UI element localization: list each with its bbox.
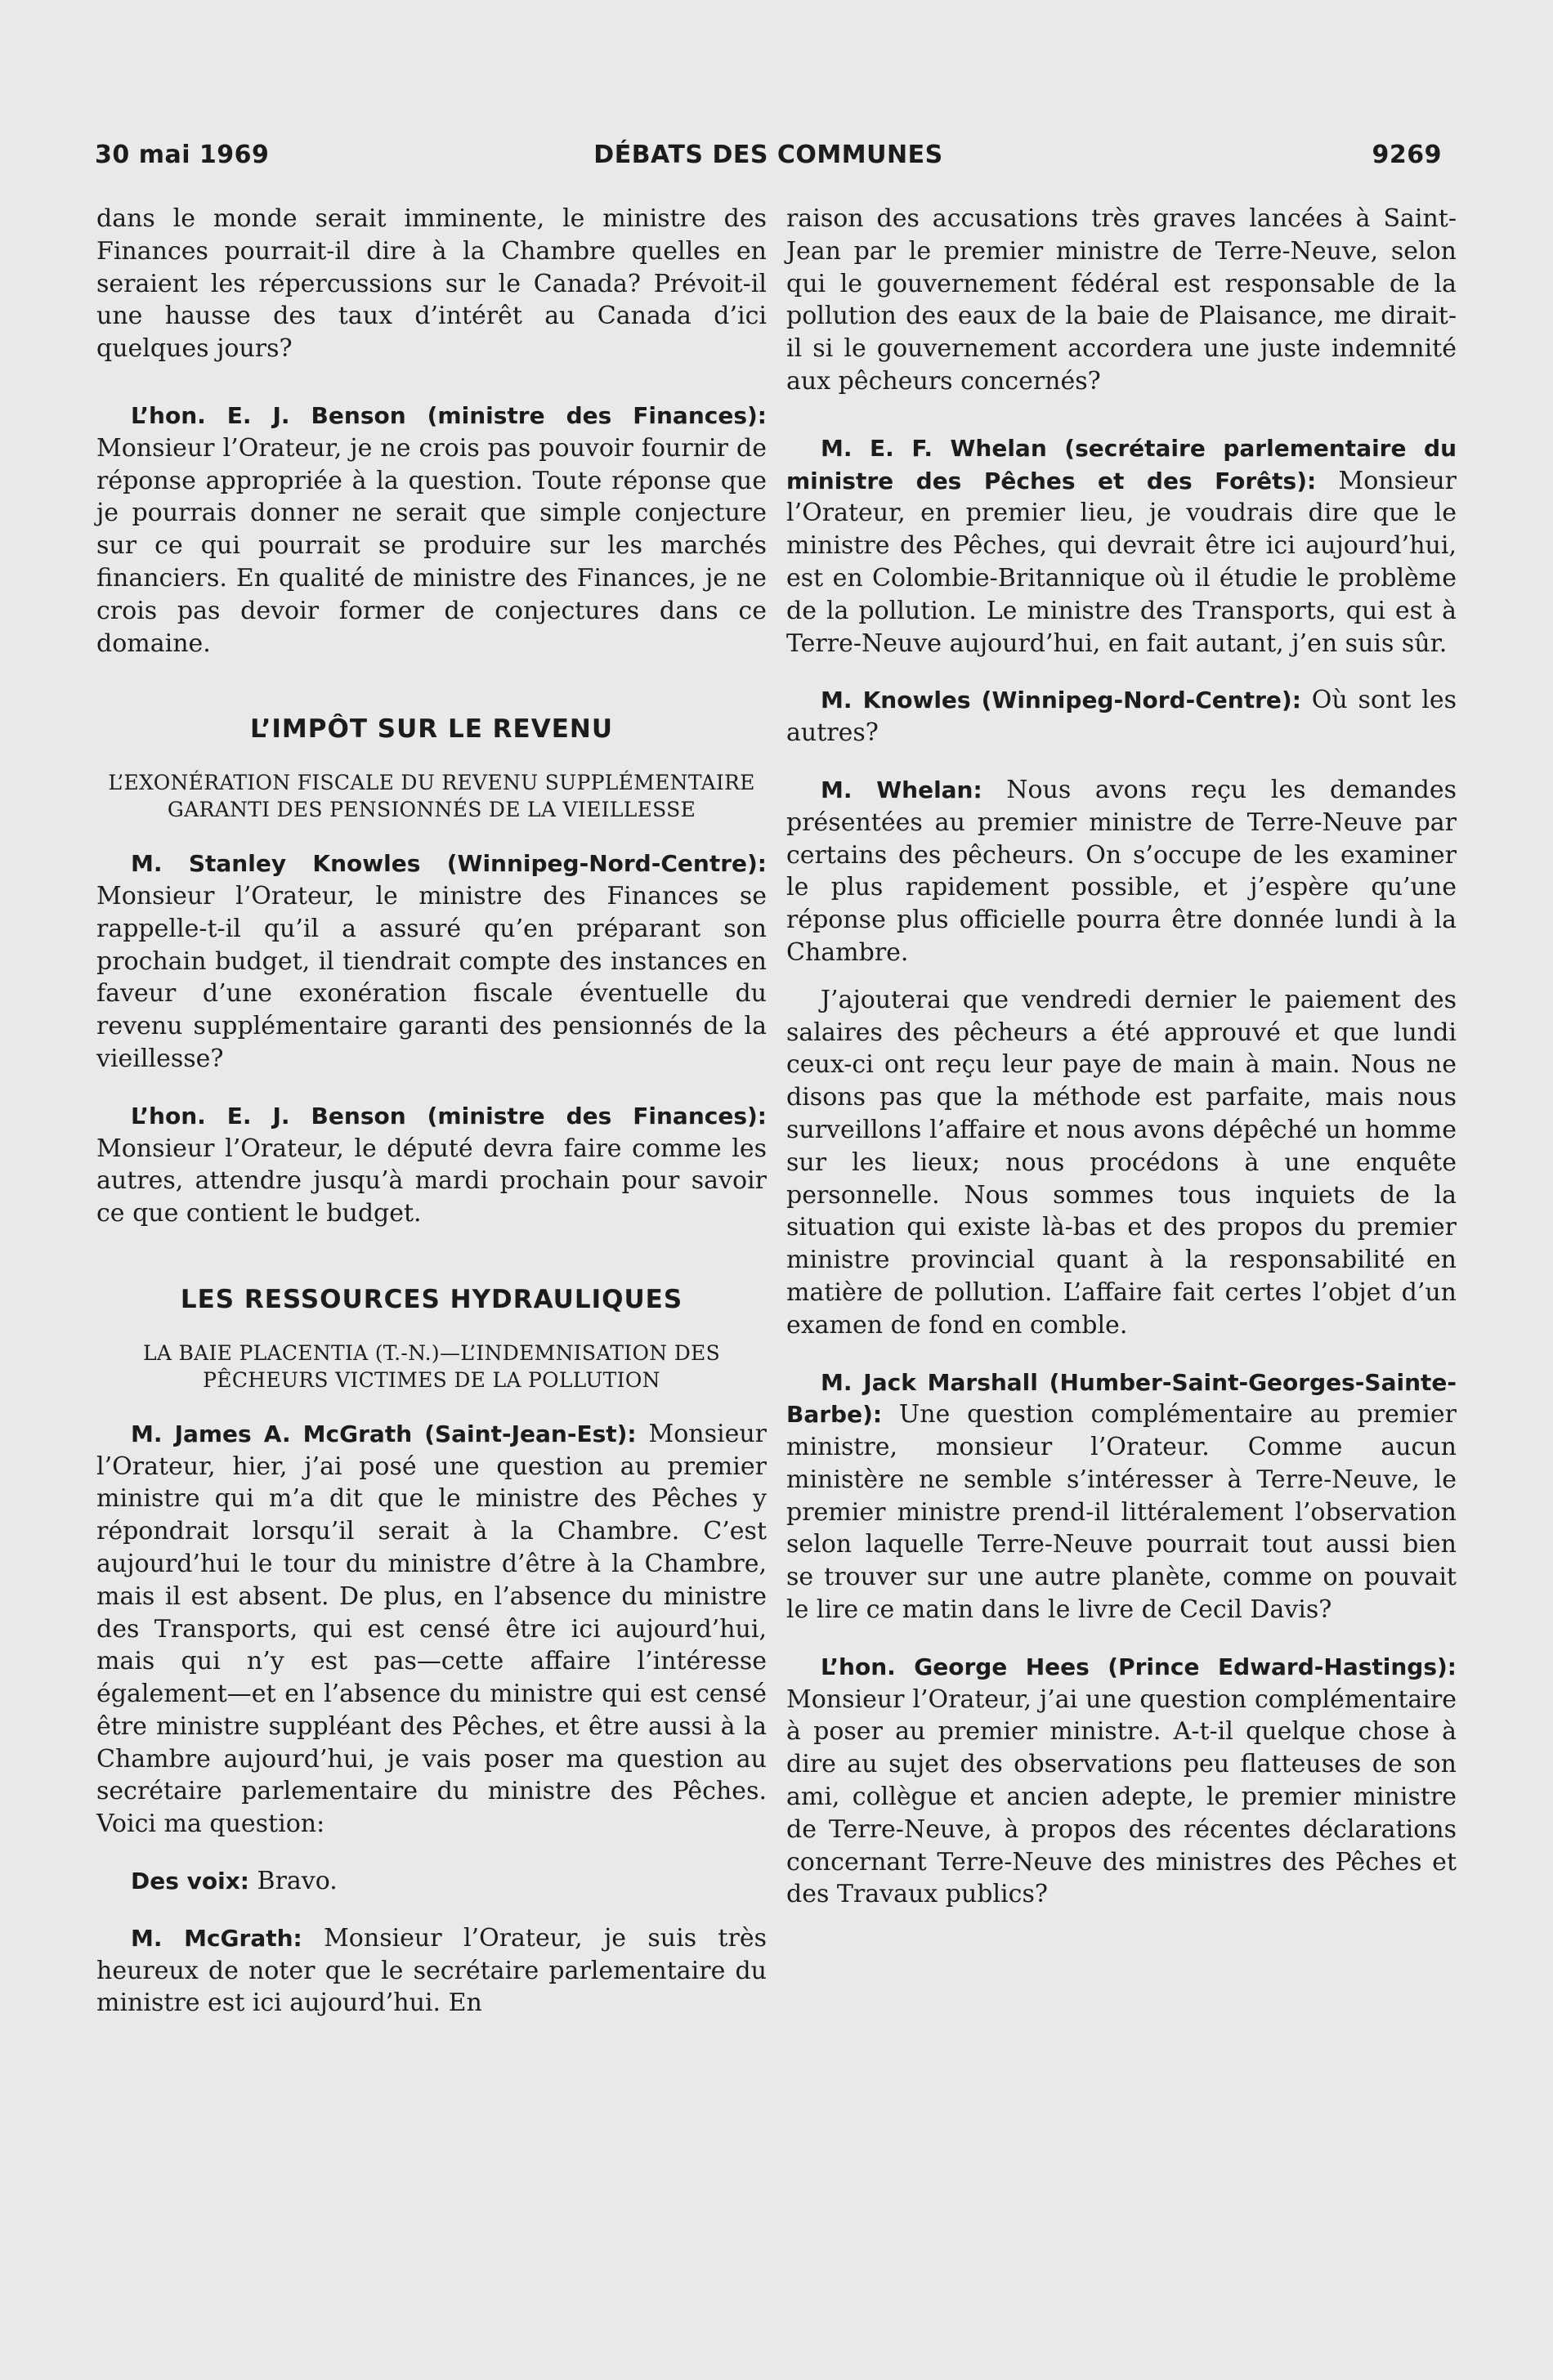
- speech-text: Monsieur l’Orateur, je ne crois pas pouvoir fournir de réponse appropriée à la question. Toute réponse que je pourrais donner ne serait que simple conjecture sur ce qui pourrait se produire sur les marchés financiers. En qualité de ministre des Finances, je ne crois pas devoir former de conjectures dans ce domaine.: [96, 433, 767, 658]
- page-number: 9269: [1372, 141, 1442, 169]
- speech-text: Monsieur l’Orateur, le député devra faire comme les autres, attendre jusqu’à mardi prochain pour savoir ce que contient le budget.: [96, 1134, 767, 1228]
- speech-text: Où sont les autres?: [786, 686, 1457, 748]
- speaker-name: L’hon. E. J. Benson (ministre des Finances):: [131, 1102, 767, 1130]
- paragraph: [786, 1367, 1457, 1626]
- paragraph: [96, 848, 767, 1076]
- speech-text: Monsieur l’Orateur, le ministre des Finances se rappelle-t-il qu’il a assuré qu’en préparant son prochain budget, il tiendrait compte des instances en faveur d’une exonération fiscale éventuelle du revenu supplémentaire garanti des pensionnés de la vieillesse?: [96, 881, 767, 1073]
- running-header: [95, 141, 1442, 173]
- speaker-name: M. McGrath:: [131, 1924, 302, 1952]
- section-heading: L’IMPÔT SUR LE REVENU: [249, 714, 613, 745]
- speech-text: Monsieur l’Orateur, en premier lieu, je voudrais dire que le ministre des Pêches, qui devrait être ici aujourd’hui, est en Colombie-Britannique où il étudie le problème de la pollution. Le ministre des Transports, qui est à Terre-Neuve aujourd’hui, en fait autant, j’en suis sûr.: [786, 466, 1457, 658]
- section-subheading: L’EXONÉRATION FISCALE DU REVENU SUPPLÉMENTAIRE GARANTI DES PENSIONNÉS DE LA VIEILLESSE: [108, 771, 755, 822]
- speaker-name: L’hon. E. J. Benson (ministre des Finances):: [131, 401, 767, 429]
- speaker-name: M. E. F. Whelan (secrétaire parlementaire du ministre des Pêches et des Forêts):: [786, 434, 1457, 494]
- speech-text: Une question complémentaire au premier ministre, monsieur l’Orateur. Comme aucun ministère ne semble s’intéresser à Terre-Neuve, le premier ministre prend-il littéralement l’observation selon laquelle Terre-Neuve pourrait tout aussi bien se trouver sur une autre planète, comme on pouvait le lire ce matin dans le livre de Cecil Davis?: [786, 1400, 1457, 1625]
- paragraph: [96, 1418, 767, 1841]
- paragraph: dans le monde serait imminente, le ministre des Finances pourrait-il dire à la Chambre quelles en seraient les répercussions sur le Canada? Prévoit-il une hausse des taux d’intérêt au Canada d’ici quelques jours?: [96, 204, 767, 364]
- speech-text: Monsieur l’Orateur, je suis très heureux de noter que le secrétaire parlementaire du ministre est ici aujourd’hui. En: [96, 1923, 767, 2018]
- speech-text: Monsieur l’Orateur, j’ai une question complémentaire à poser au premier ministre. A-t-il quelque chose à dire au sujet des observations peu flatteuses de son ami, collègue et ancien adepte, le premier ministre de Terre-Neuve, à propos des récentes déclarations concernant Terre-Neuve des ministres des Pêches et des Travaux publics?: [786, 1684, 1457, 1909]
- section-heading: LES RESSOURCES HYDRAULIQUES: [180, 1284, 683, 1314]
- paragraph: raison des accusations très graves lancées à Saint-Jean par le premier ministre de Terre-Neuve, selon qui le gouvernement fédéral est responsable de la pollution des eaux de la baie de Plaisance, me dirait-il si le gouvernement accordera une juste indemnité aux pêcheurs concernés?: [786, 204, 1457, 396]
- right-column: [786, 203, 1457, 1911]
- speaker-name: M. Stanley Knowles (Winnipeg-Nord-Centre):: [131, 850, 767, 878]
- speech-text: Monsieur l’Orateur, hier, j’ai posé une question au premier ministre qui m’a dit que le ministre des Pêches y répondrait lorsqu’il serait à la Chambre. C’est aujourd’hui le tour du ministre d’être à la Chambre, mais il est absent. De plus, en l’absence du ministre des Transports, qui est censé être ici aujourd’hui, mais qui n’y est pas—cette affaire l’intéresse également—et en l’absence du ministre qui est censé être ministre suppléant des Pêches, et être aussi à la Chambre aujourd’hui, je vais poser ma question au secrétaire parlementaire du ministre des Pêches. Voici ma question:: [96, 1419, 768, 1839]
- speaker-name: M. James A. McGrath (Saint-Jean-Est):: [131, 1420, 637, 1447]
- paragraph: [786, 1651, 1457, 1911]
- speech-text: Bravo.: [249, 1867, 338, 1896]
- left-column: [96, 203, 767, 2020]
- speech-text: Nous avons reçu les demandes présentées au premier ministre de Terre-Neuve par certains des pêcheurs. On s’occupe de les examiner le plus rapidement possible, et j’espère qu’une réponse plus officielle pourra être donnée lundi à la Chambre.: [786, 775, 1457, 967]
- speaker-name: Des voix:: [131, 1868, 249, 1895]
- section-subheading: LA BAIE PLACENTIA (T.-N.)—L’INDEMNISATION DES PÊCHEURS VICTIMES DE LA POLLUTION: [142, 1340, 721, 1392]
- paragraph: J’ajouterai que vendredi dernier le paiement des salaires des pêcheurs a été approuvé et que lundi ceux-ci ont reçu leur paye de main à main. Nous ne disons pas que la méthode est parfaite, mais nous surveillons l’affaire et nous avons dépêché un homme sur les lieux; nous procédons à une enquête personnelle. Nous sommes tous inquiets de la situation qui existe là-bas et des propos du premier ministre provincial quant à la responsabilité en matière de pollution. L’affaire fait certes l’objet d’un examen de fond en comble.: [786, 985, 1457, 1340]
- speaker-name: L’hon. George Hees (Prince Edward-Hastings):: [821, 1653, 1457, 1680]
- paragraph: [96, 1865, 767, 1898]
- paragraph: [786, 774, 1457, 969]
- paragraph: [96, 1922, 767, 2020]
- speaker-name: M. Whelan:: [821, 776, 982, 803]
- paragraph: [786, 684, 1457, 749]
- paragraph: [96, 1100, 767, 1230]
- header-date: 30 mai 1969: [95, 141, 270, 169]
- speaker-name: M. Jack Marshall (Humber-Saint-Georges-Sainte-Barbe):: [786, 1368, 1457, 1429]
- paragraph: [96, 400, 767, 660]
- speaker-name: M. Knowles (Winnipeg-Nord-Centre):: [821, 687, 1301, 714]
- paragraph: [786, 432, 1457, 660]
- header-title: DÉBATS DES COMMUNES: [593, 141, 943, 169]
